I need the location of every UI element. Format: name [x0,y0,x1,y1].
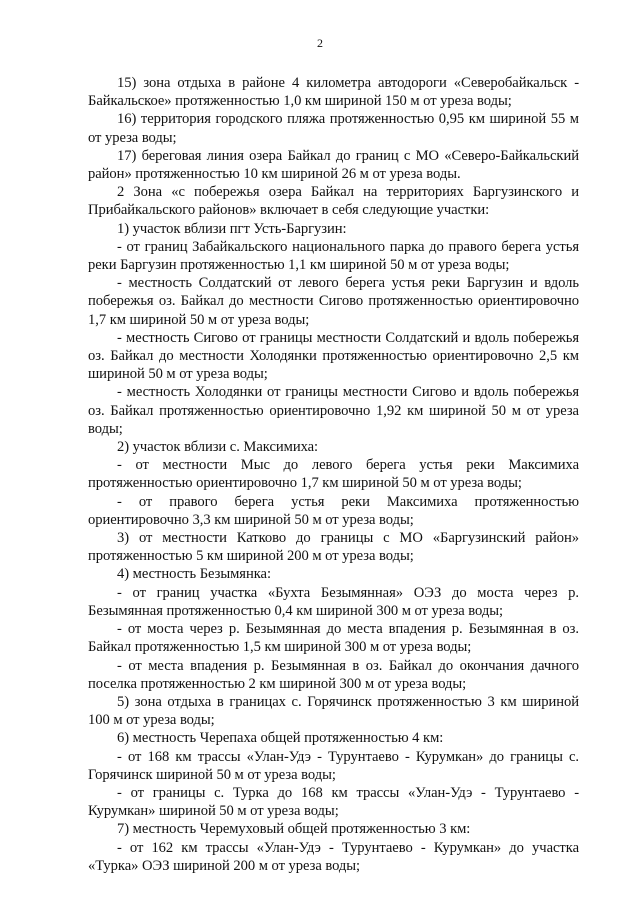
paragraph-list-item: - от моста через р. Безымянная до места впадения р. Безымянная в оз. Байкал протяженностью 1,5 км шириной 300 м от уреза воды; [88,621,579,656]
paragraph-item-15: 15) зона отдыха в районе 4 километра автодороги «Северобайкальск - Байкальское» протяженностью 1,0 км шириной 150 м от уреза воды; [88,75,579,110]
paragraph-section-2-heading: 2) участок вблизи с. Максимиха: [117,439,319,456]
paragraph-section-7-heading: 7) местность Черемуховый общей протяженностью 3 км: [117,821,471,838]
paragraph-list-item: - от 162 км трассы «Улан-Удэ - Турунтаево - Курумкан» до участка «Турка» ОЭЗ шириной 200 м от уреза воды; [88,839,579,874]
paragraph-list-item: - местность Сигово от границы местности Солдатский и вдоль побережья оз. Байкал до местности Холодянки протяженностью ориентировочно 2,5 км шириной 50 м от уреза воды; [88,329,579,383]
paragraph-list-item: - от местности Мыс до левого берега устья реки Максимиха протяженностью ориентировочно 1,7 км шириной 50 м от уреза воды; [88,457,579,492]
paragraph-list-item: - от места впадения р. Безымянная в оз. Байкал до окончания дачного поселка протяженностью 2 км шириной 300 м от уреза воды; [88,657,579,692]
paragraph-section-3: 3) от местности Катково до границы с МО «Баргузинский район» протяженностью 5 км шириной 200 м от уреза воды; [88,530,579,565]
paragraph-zone-2-heading: 2 Зона «с побережья озера Байкал на территориях Баргузинского и Прибайкальского районов» включает в себя следующие участки: [88,184,579,219]
paragraph-list-item: - местность Солдатский от левого берега устья реки Баргузин и вдоль побережья оз. Байкал до местности Сигово протяженностью ориентировочно 1,7 км шириной 50 м от уреза воды; [88,275,579,328]
paragraph-list-item: - от 168 км трассы «Улан-Удэ - Турунтаево - Курумкан» до границы с. Горячинск шириной 50 м от уреза воды; [88,748,579,783]
paragraph-list-item: - от границы с. Турка до 168 км трассы «Улан-Удэ - Турунтаево - Курумкан» шириной 50 м от уреза воды; [88,784,579,820]
paragraph-section-6-heading: 6) местность Черепаха общей протяженностью 4 км: [117,730,444,747]
page-number: 2 [317,36,323,50]
paragraph-section-1-heading: 1) участок вблизи пгт Усть-Баргузин: [117,220,347,237]
paragraph-list-item: - от границ участка «Бухта Безымянная» ОЭЗ до моста через р. Безымянная протяженностью 0,4 км шириной 300 м от уреза воды; [88,584,579,619]
paragraph-item-16: 16) территория городского пляжа протяженностью 0,95 км шириной 55 м от уреза воды; [88,111,579,146]
paragraph-list-item: - местность Холодянки от границы местности Сигово и вдоль побережья оз. Байкал протяженностью ориентировочно 1,92 км шириной 50 м от уреза воды; [88,384,579,437]
paragraph-list-item: - от границ Забайкальского национального парка до правого берега устья реки Баргузин протяженностью 1,1 км шириной 50 м от уреза воды; [88,238,579,274]
paragraph-section-5: 5) зона отдыха в границах с. Горячинск протяженностью 3 км шириной 100 м от уреза воды; [88,693,579,729]
paragraph-list-item: - от правого берега устья реки Максимиха протяженностью ориентировочно 3,3 км шириной 50 м от уреза воды; [88,493,579,528]
paragraph-section-4-heading: 4) местность Безымянка: [117,566,271,583]
document-body [88,74,579,875]
paragraph-item-17: 17) береговая линия озера Байкал до границ с МО «Северо-Байкальский район» протяженностью 10 км шириной 26 м от уреза воды. [88,147,579,183]
